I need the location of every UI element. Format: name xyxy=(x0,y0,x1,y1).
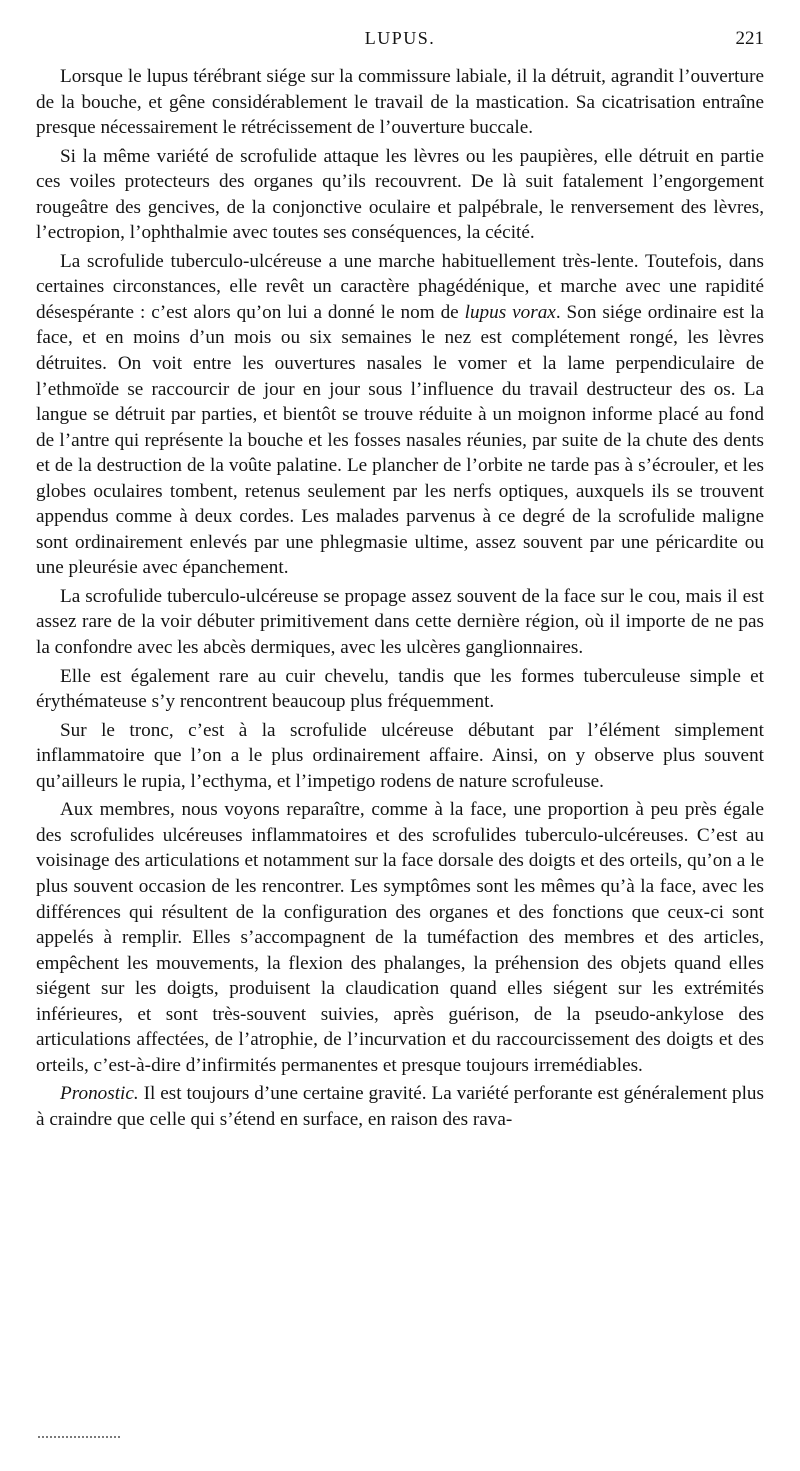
paragraph-cuir-chevelu: Elle est également rare au cuir chevelu, tandis que les formes tuberculeuse simple et érythémateuse s’y rencontrent beaucoup plus fréquemment. xyxy=(36,665,764,713)
body-text xyxy=(36,64,764,1135)
paragraph-levres-paupieres: Si la même variété de scrofulide attaque les lèvres ou les paupières, elle détruit en partie ces voiles protecteurs des organes qu’ils recouvrent. De là suit fatalement l’engorgement rougeâtre des gencives, de la conjonctive oculaire et palpébrale, le renversement des lèvres, l’ectropion, l’ophthalmie avec toutes ses conséquences, la cécité. xyxy=(36,145,764,244)
running-head xyxy=(36,28,764,58)
paragraph-lupus-vorax-part-2: . Son siége ordinaire est la face, et en moins d’un mois ou six semaines le nez est complétement rongé, les lèvres détruites. On voit entre les ouvertures nasales le vomer et la lame perpendiculaire de l’ethmoïde se raccourcir de jour en jour sous l’influence du travail destructeur des os. La langue se détruit par parties, et bientôt se trouve réduite à un moignon informe placé au fond de l’antre qui représente la bouche et les fosses nasales réunies, par suite de la chute des dents et de la destruction de la voûte palatine. Le plancher de l’orbite ne tarde pas à s’écrouler, et les globes oculaires tombent, retenus seulement par les nerfs optiques, auxquels ils se trouvent appendus comme à deux cordes. Les malades parvenus à ce degré de la scrofulide maligne sont ordinairement enlevés par une phlegmasie ultime, assez souvent par une péricardite ou une pleurésie avec épanchement. xyxy=(36,301,764,579)
paragraph-lupus-vorax xyxy=(36,249,764,581)
paragraph-pronostic-text: Il est toujours d’une certaine gravité. La variété perforante est généralement plus à craindre que celle qui s’étend en surface, en raison des rava- xyxy=(36,1083,764,1130)
footer-dotted-rule xyxy=(38,1436,120,1438)
page-number: 221 xyxy=(735,28,764,49)
pronostic-heading: Pronostic. xyxy=(60,1083,139,1105)
running-title: LUPUS. xyxy=(364,28,436,48)
paragraph-cou: La scrofulide tuberculo-ulcéreuse se propage assez souvent de la face sur le cou, mais il est assez rare de la voir débuter primitivement dans cette dernière région, où il importe de ne pas la confondre avec les abcès dermiques, avec les ulcères ganglionnaires. xyxy=(36,585,764,659)
paragraph-lupus-vorax-part-1: La scrofulide tuberculo-ulcéreuse a une marche habituellement très-lente. Toutefois, dans certaines circonstances, elle revêt un caractère phagédénique, et marche avec une rapidité désespérante : c’est alors qu’on lui a donné le nom de xyxy=(36,250,764,323)
paragraph-pronostic xyxy=(36,1081,764,1132)
paragraph-lupus-terebrant-commissure: Lorsque le lupus térébrant siége sur la commissure labiale, il la détruit, agrandit l’ouverture de la bouche, et gêne considérablement le travail de la mastication. Sa cicatrisation entraîne presque nécessairement le rétrécissement de l’ouverture buccale. xyxy=(36,66,764,139)
paragraph-membres: Aux membres, nous voyons reparaître, comme à la face, une proportion à peu près égale des scrofulides ulcéreuses inflammatoires et des scrofulides tuberculo-ulcéreuses. C’est au voisinage des articulations et notamment sur la face dorsale des doigts et des orteils, qu’on a le plus souvent occasion de les rencontrer. Les symptômes sont les mêmes qu’à la face, avec les différences qui résultent de la configuration des organes et des fonctions que ceux-ci sont appelés à remplir. Elles s’accompagnent de la tuméfaction des membres et des articles, empêchent les mouvements, la flexion des phalanges, la préhension des objets quand elles siégent sur les doigts, produisent la claudication quand elles siégent sur les extrémités inférieures, et sont très-souvent suivies, après guérison, de la pseudo-ankylose des articulations affectées, de l’atrophie, de l’incurvation et du raccourcissement des doigts et des orteils, c’est-à-dire d’infirmités permanentes et presque toujours irremédiables. xyxy=(36,799,764,1076)
paragraph-tronc: Sur le tronc, c’est à la scrofulide ulcéreuse débutant par l’élément simplement inflammatoire que l’on a le plus ordinairement affaire. Ainsi, on y observe plus souvent qu’ailleurs le rupia, l’ecthyma, et l’impetigo rodens de nature scrofuleuse. xyxy=(36,719,764,792)
lupus-vorax-term: lupus vorax xyxy=(464,301,556,323)
